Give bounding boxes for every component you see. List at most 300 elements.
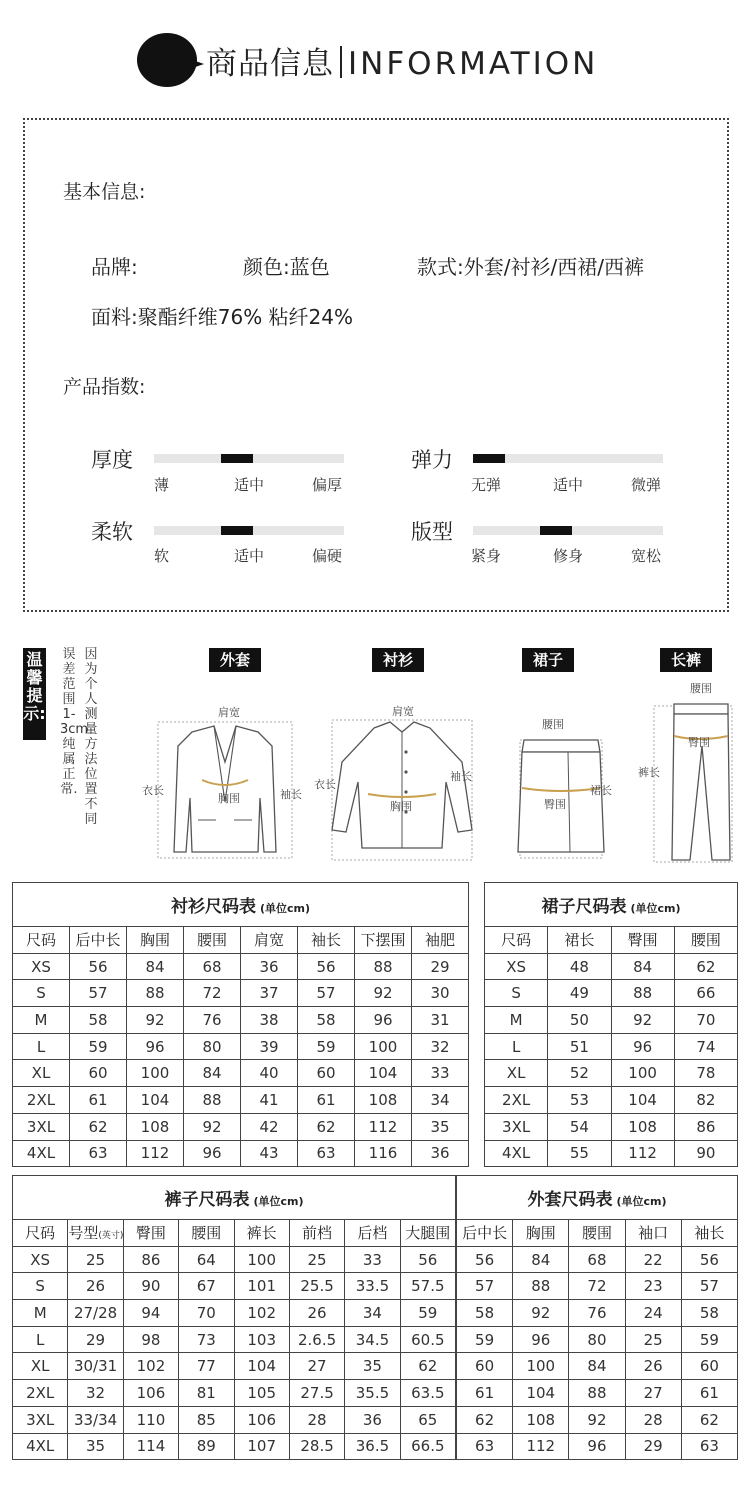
shirt-button	[404, 770, 407, 773]
table-cell: 31	[412, 1007, 469, 1034]
garment-tag-skirt: 裙子	[522, 648, 574, 672]
table-cell: 105	[234, 1380, 289, 1407]
table-cell: L	[13, 1033, 70, 1060]
table-cell: 33	[412, 1060, 469, 1087]
shirt-shoulder-label: 肩宽	[392, 705, 414, 718]
table-cell: 56	[298, 953, 355, 980]
table-cell: 62	[400, 1353, 455, 1380]
table-row	[485, 1140, 738, 1167]
table-header-cell	[485, 927, 548, 954]
jacket-outline	[174, 726, 276, 852]
table-title: 裙子尺码表	[541, 897, 627, 917]
table-cell: 100	[234, 1246, 289, 1273]
table-cell: 56	[70, 953, 127, 980]
table-cell: 114	[123, 1433, 178, 1460]
table-header-cell	[674, 927, 737, 954]
color-field	[243, 251, 330, 280]
table-cell: 88	[513, 1273, 569, 1300]
table-cell: XS	[485, 953, 548, 980]
table-cell: 26	[625, 1353, 681, 1380]
table-cell: 34	[412, 1087, 469, 1114]
table-cell: 50	[548, 1007, 611, 1034]
table-cell: 57	[298, 980, 355, 1007]
table-cell: S	[13, 1273, 68, 1300]
table-cell: 63.5	[400, 1380, 455, 1407]
table-cell: 57	[70, 980, 127, 1007]
skirt-illustration	[508, 710, 628, 864]
table-cell: 108	[513, 1406, 569, 1433]
table-cell: 112	[355, 1113, 412, 1140]
table-cell: 24	[625, 1300, 681, 1327]
skirt-waist-label: 腰围	[542, 718, 564, 731]
meter-label-low: 无弹	[471, 476, 502, 494]
table-cell: 62	[70, 1113, 127, 1140]
table-cell: 72	[569, 1273, 625, 1300]
table-cell: 84	[611, 953, 674, 980]
meter-label-mid: 修身	[553, 547, 584, 565]
table-header-cell	[625, 1220, 681, 1247]
table-row	[457, 1326, 738, 1353]
jacket-illustration	[140, 702, 310, 864]
table-row	[485, 953, 738, 980]
table-cell: 25.5	[289, 1273, 344, 1300]
table-header-cell	[681, 1220, 737, 1247]
table-cell: 92	[569, 1406, 625, 1433]
table-cell: 94	[123, 1300, 178, 1327]
pants-waist-label: 腰围	[690, 682, 712, 695]
table-row	[13, 1406, 456, 1433]
table-cell: XL	[485, 1060, 548, 1087]
table-cell: 82	[674, 1087, 737, 1114]
table-cell: 96	[127, 1033, 184, 1060]
table-row	[485, 980, 738, 1007]
tip-line-2: 误差范围1-3cm纯属正常.	[60, 647, 89, 797]
header-text: 臀围	[135, 1224, 166, 1243]
table-header-cell	[234, 1220, 289, 1247]
header-text: 袖长	[694, 1224, 725, 1243]
table-header-cell	[13, 927, 70, 954]
table-caption	[485, 883, 738, 927]
table-header-cell	[611, 927, 674, 954]
table-cell: 96	[569, 1433, 625, 1460]
table-cell: 53	[548, 1087, 611, 1114]
table-row	[13, 1033, 469, 1060]
table-row	[485, 1087, 738, 1114]
table-row	[457, 1353, 738, 1380]
table-row	[13, 980, 469, 1007]
table-cell: 81	[179, 1380, 234, 1407]
header-text: 号型	[68, 1224, 99, 1243]
header-text: 袖口	[638, 1224, 669, 1243]
table-cell: 23	[625, 1273, 681, 1300]
table-cell: 78	[674, 1060, 737, 1087]
meter-fill	[540, 526, 572, 535]
fabric-field	[91, 301, 353, 330]
table-cell: 54	[548, 1113, 611, 1140]
table-cell: 89	[179, 1433, 234, 1460]
meter-label-low: 薄	[154, 476, 170, 494]
table-row	[13, 1300, 456, 1327]
table-header-cell	[400, 1220, 455, 1247]
table-cell: 84	[127, 953, 184, 980]
style-field	[417, 251, 644, 280]
meter-label-mid: 适中	[553, 476, 584, 494]
table-header-cell	[241, 927, 298, 954]
table-header-cell	[70, 927, 127, 954]
table-row	[457, 1300, 738, 1327]
table-header-cell	[179, 1220, 234, 1247]
speech-bubble-tail	[178, 55, 204, 73]
jacket-size-table	[456, 1175, 738, 1460]
meter-track	[473, 454, 663, 463]
table-cell: 90	[674, 1140, 737, 1167]
table-cell: 62	[298, 1113, 355, 1140]
table-cell: 37	[241, 980, 298, 1007]
meter-track	[154, 526, 344, 535]
table-row	[457, 1433, 738, 1460]
shirt-chest-label: 胸围	[390, 800, 412, 813]
header-text: 腰围	[196, 931, 227, 950]
shirt-button	[404, 750, 407, 753]
brand-label: 品牌:	[91, 255, 138, 279]
table-header-cell	[548, 927, 611, 954]
meter-label-high: 偏硬	[312, 547, 343, 565]
meter-track	[154, 454, 344, 463]
table-cell: 51	[548, 1033, 611, 1060]
tip-title-text: 温馨提示:	[23, 650, 46, 723]
table-cell: 57.5	[400, 1273, 455, 1300]
table-cell: XL	[13, 1060, 70, 1087]
meter-label-high: 宽松	[631, 547, 662, 565]
meter-label-mid: 适中	[234, 476, 265, 494]
table-caption	[13, 1176, 456, 1220]
table-row	[13, 1140, 469, 1167]
table-row	[13, 1087, 469, 1114]
meter-fill	[473, 454, 505, 463]
table-title: 衬衫尺码表	[170, 897, 256, 917]
table-cell: 60	[298, 1060, 355, 1087]
table-cell: 60	[70, 1060, 127, 1087]
table-cell: 38	[241, 1007, 298, 1034]
table-cell: 61	[70, 1087, 127, 1114]
table-cell: 112	[611, 1140, 674, 1167]
table-cell: 102	[234, 1300, 289, 1327]
table-cell: 30	[412, 980, 469, 1007]
table-cell: M	[13, 1007, 70, 1034]
table-cell: 36	[412, 1140, 469, 1167]
table-header-cell	[127, 927, 184, 954]
style-value: 外套/衬衫/西裙/西裤	[463, 255, 644, 279]
table-cell: XL	[13, 1353, 68, 1380]
jacket-sleeve-label: 袖长	[280, 788, 302, 801]
table-cell: 86	[674, 1113, 737, 1140]
table-cell: 65	[400, 1406, 455, 1433]
table-cell: 32	[412, 1033, 469, 1060]
shirt-button	[404, 790, 407, 793]
table-cell: 36.5	[345, 1433, 400, 1460]
table-cell: 35.5	[345, 1380, 400, 1407]
table-cell: 49	[548, 980, 611, 1007]
table-cell: 35	[68, 1433, 123, 1460]
table-cell: 70	[179, 1300, 234, 1327]
table-title: 裤子尺码表	[164, 1190, 250, 1210]
pants-size-table	[12, 1175, 456, 1460]
skirt-size-table	[484, 882, 738, 1167]
fabric-label: 面料:	[91, 305, 138, 329]
table-cell: 27	[289, 1353, 344, 1380]
table-cell: 29	[68, 1326, 123, 1353]
table-cell: 103	[234, 1326, 289, 1353]
table-row	[13, 1326, 456, 1353]
table-header-row	[13, 927, 469, 954]
shirt-illustration	[312, 702, 492, 864]
header-text: 大腿围	[405, 1224, 451, 1243]
section-header	[0, 0, 750, 110]
table-cell: 3XL	[485, 1113, 548, 1140]
color-value: 蓝色	[289, 255, 330, 279]
table-cell: 74	[674, 1033, 737, 1060]
table-cell: 58	[681, 1300, 737, 1327]
skirt-hip-label: 臀围	[544, 798, 566, 811]
table-row	[485, 1060, 738, 1087]
table-cell: 4XL	[485, 1140, 548, 1167]
table-row	[485, 1033, 738, 1060]
table-cell: 55	[548, 1140, 611, 1167]
table-caption	[457, 1176, 738, 1220]
table-cell: 58	[298, 1007, 355, 1034]
table-cell: 104	[355, 1060, 412, 1087]
table-header-cell	[298, 927, 355, 954]
table-cell: 101	[234, 1273, 289, 1300]
table-cell: 88	[184, 1087, 241, 1114]
table-cell: 86	[123, 1246, 178, 1273]
pants-hip-label: 臀围	[688, 736, 710, 749]
table-row	[457, 1246, 738, 1273]
table-cell: 92	[513, 1300, 569, 1327]
tip-line-1: 因为个人测量方法位置不同	[84, 647, 98, 827]
header-text: 腰围	[191, 1224, 222, 1243]
table-cell: 33/34	[68, 1406, 123, 1433]
meter-fill	[221, 526, 253, 535]
table-row	[13, 1113, 469, 1140]
table-cell: 102	[123, 1353, 178, 1380]
table-cell: 22	[625, 1246, 681, 1273]
table-cell: 63	[457, 1433, 513, 1460]
jacket-shoulder-label: 肩宽	[218, 706, 240, 719]
table-cell: M	[485, 1007, 548, 1034]
table-cell: 88	[355, 953, 412, 980]
table-header-cell	[412, 927, 469, 954]
table-cell: 62	[681, 1406, 737, 1433]
table-cell: 59	[681, 1326, 737, 1353]
table-cell: 110	[123, 1406, 178, 1433]
table-cell: L	[485, 1033, 548, 1060]
header-text: 腰围	[690, 931, 721, 950]
table-cell: 80	[184, 1033, 241, 1060]
table-cell: 92	[184, 1113, 241, 1140]
meter-label-low: 紧身	[471, 547, 502, 565]
table-cell: 63	[70, 1140, 127, 1167]
table-cell: 68	[184, 953, 241, 980]
meter-label-mid: 适中	[234, 547, 265, 565]
table-cell: 30/31	[68, 1353, 123, 1380]
table-header-cell	[355, 927, 412, 954]
table-row	[13, 1353, 456, 1380]
table-cell: 59	[457, 1326, 513, 1353]
shirt-sleeve-label: 袖长	[450, 770, 472, 783]
table-cell: 43	[241, 1140, 298, 1167]
table-cell: 26	[289, 1300, 344, 1327]
table-cell: 27/28	[68, 1300, 123, 1327]
meter-label-high: 微弹	[631, 476, 662, 494]
table-cell: S	[485, 980, 548, 1007]
table-cell: 72	[184, 980, 241, 1007]
table-cell: 66.5	[400, 1433, 455, 1460]
table-row	[13, 1007, 469, 1034]
table-cell: 25	[625, 1326, 681, 1353]
table-cell: 76	[569, 1300, 625, 1327]
table-header-cell	[569, 1220, 625, 1247]
table-cell: 56	[400, 1246, 455, 1273]
table-header-cell	[13, 1220, 68, 1247]
table-cell: L	[13, 1326, 68, 1353]
table-header-cell	[184, 927, 241, 954]
table-cell: 106	[234, 1406, 289, 1433]
skirt-waistband	[522, 740, 600, 752]
garment-tag-jacket: 外套	[209, 648, 261, 672]
table-cell: 56	[681, 1246, 737, 1273]
product-index-heading: 产品指数:	[63, 376, 146, 398]
table-cell: 84	[184, 1060, 241, 1087]
jacket-length-label: 衣长	[142, 784, 164, 797]
table-cell: 4XL	[13, 1140, 70, 1167]
info-box	[23, 118, 729, 612]
header-text: 前档	[302, 1224, 333, 1243]
page-title	[206, 38, 598, 83]
table-title: 外套尺码表	[527, 1190, 613, 1210]
table-header-row	[485, 927, 738, 954]
header-text: 胸围	[525, 1224, 556, 1243]
table-cell: 26	[68, 1273, 123, 1300]
header-text: 肩宽	[253, 931, 284, 950]
table-cell: 28.5	[289, 1433, 344, 1460]
table-header-cell	[68, 1220, 123, 1247]
table-cell: 107	[234, 1433, 289, 1460]
table-cell: 98	[123, 1326, 178, 1353]
table-cell: 66	[674, 980, 737, 1007]
table-cell: 80	[569, 1326, 625, 1353]
table-cell: XS	[13, 1246, 68, 1273]
table-cell: M	[13, 1300, 68, 1327]
table-row	[13, 1273, 456, 1300]
meter-label-high: 偏厚	[312, 476, 343, 494]
table-cell: 29	[412, 953, 469, 980]
table-cell: 100	[127, 1060, 184, 1087]
table-header-cell	[513, 1220, 569, 1247]
table-row	[485, 1113, 738, 1140]
table-cell: 2XL	[485, 1087, 548, 1114]
header-text: 裤长	[246, 1224, 277, 1243]
table-cell: 104	[611, 1087, 674, 1114]
table-cell: 28	[625, 1406, 681, 1433]
header-text: 尺码	[25, 931, 56, 950]
table-unit: (单位cm)	[616, 1195, 667, 1208]
table-cell: 76	[184, 1007, 241, 1034]
table-cell: 92	[127, 1007, 184, 1034]
garment-tag-shirt: 衬衫	[372, 648, 424, 672]
table-cell: 61	[298, 1087, 355, 1114]
table-cell: 42	[241, 1113, 298, 1140]
style-label: 款式:	[417, 255, 464, 279]
table-row	[457, 1406, 738, 1433]
table-cell: 64	[179, 1246, 234, 1273]
table-cell: S	[13, 980, 70, 1007]
color-label: 颜色:	[243, 255, 290, 279]
table-cell: 90	[123, 1273, 178, 1300]
table-cell: 28	[289, 1406, 344, 1433]
table-cell: 36	[241, 953, 298, 980]
table-unit: (单位cm)	[253, 1195, 304, 1208]
header-text: 后档	[357, 1224, 388, 1243]
tip-title	[23, 648, 46, 740]
table-cell: 27	[625, 1380, 681, 1407]
table-row	[13, 953, 469, 980]
table-cell: 96	[513, 1326, 569, 1353]
table-cell: 40	[241, 1060, 298, 1087]
header-text: 腰围	[581, 1224, 612, 1243]
header-text: 后中长	[75, 931, 121, 950]
table-cell: 58	[457, 1300, 513, 1327]
table-cell: 100	[611, 1060, 674, 1087]
table-cell: 84	[569, 1353, 625, 1380]
table-cell: 4XL	[13, 1433, 68, 1460]
table-cell: 70	[674, 1007, 737, 1034]
meter-label-low: 软	[154, 547, 170, 565]
table-cell: 48	[548, 953, 611, 980]
meter-fill	[221, 454, 253, 463]
meter-name: 厚度	[91, 448, 133, 472]
table-cell: 25	[289, 1246, 344, 1273]
header-text: 胸围	[139, 931, 170, 950]
table-header-cell	[123, 1220, 178, 1247]
table-header-row	[457, 1220, 738, 1247]
table-cell: 88	[127, 980, 184, 1007]
table-cell: 34	[345, 1300, 400, 1327]
table-header-row	[13, 1220, 456, 1247]
table-cell: 35	[345, 1353, 400, 1380]
table-cell: 63	[681, 1433, 737, 1460]
table-cell: 92	[355, 980, 412, 1007]
header-text: 袖长	[310, 931, 341, 950]
table-cell: 58	[70, 1007, 127, 1034]
table-cell: 52	[548, 1060, 611, 1087]
table-header-cell	[289, 1220, 344, 1247]
table-cell: 59	[298, 1033, 355, 1060]
table-row	[13, 1433, 456, 1460]
table-cell: 104	[127, 1087, 184, 1114]
table-cell: 36	[345, 1406, 400, 1433]
table-cell: 96	[355, 1007, 412, 1034]
table-cell: 108	[127, 1113, 184, 1140]
table-cell: 33	[345, 1246, 400, 1273]
table-cell: 96	[184, 1140, 241, 1167]
garment-tag-pants: 长裤	[660, 648, 712, 672]
table-cell: 3XL	[13, 1113, 70, 1140]
table-cell: 116	[355, 1140, 412, 1167]
header-text: 裙长	[564, 931, 595, 950]
table-row	[457, 1380, 738, 1407]
shirt-size-table	[12, 882, 469, 1167]
